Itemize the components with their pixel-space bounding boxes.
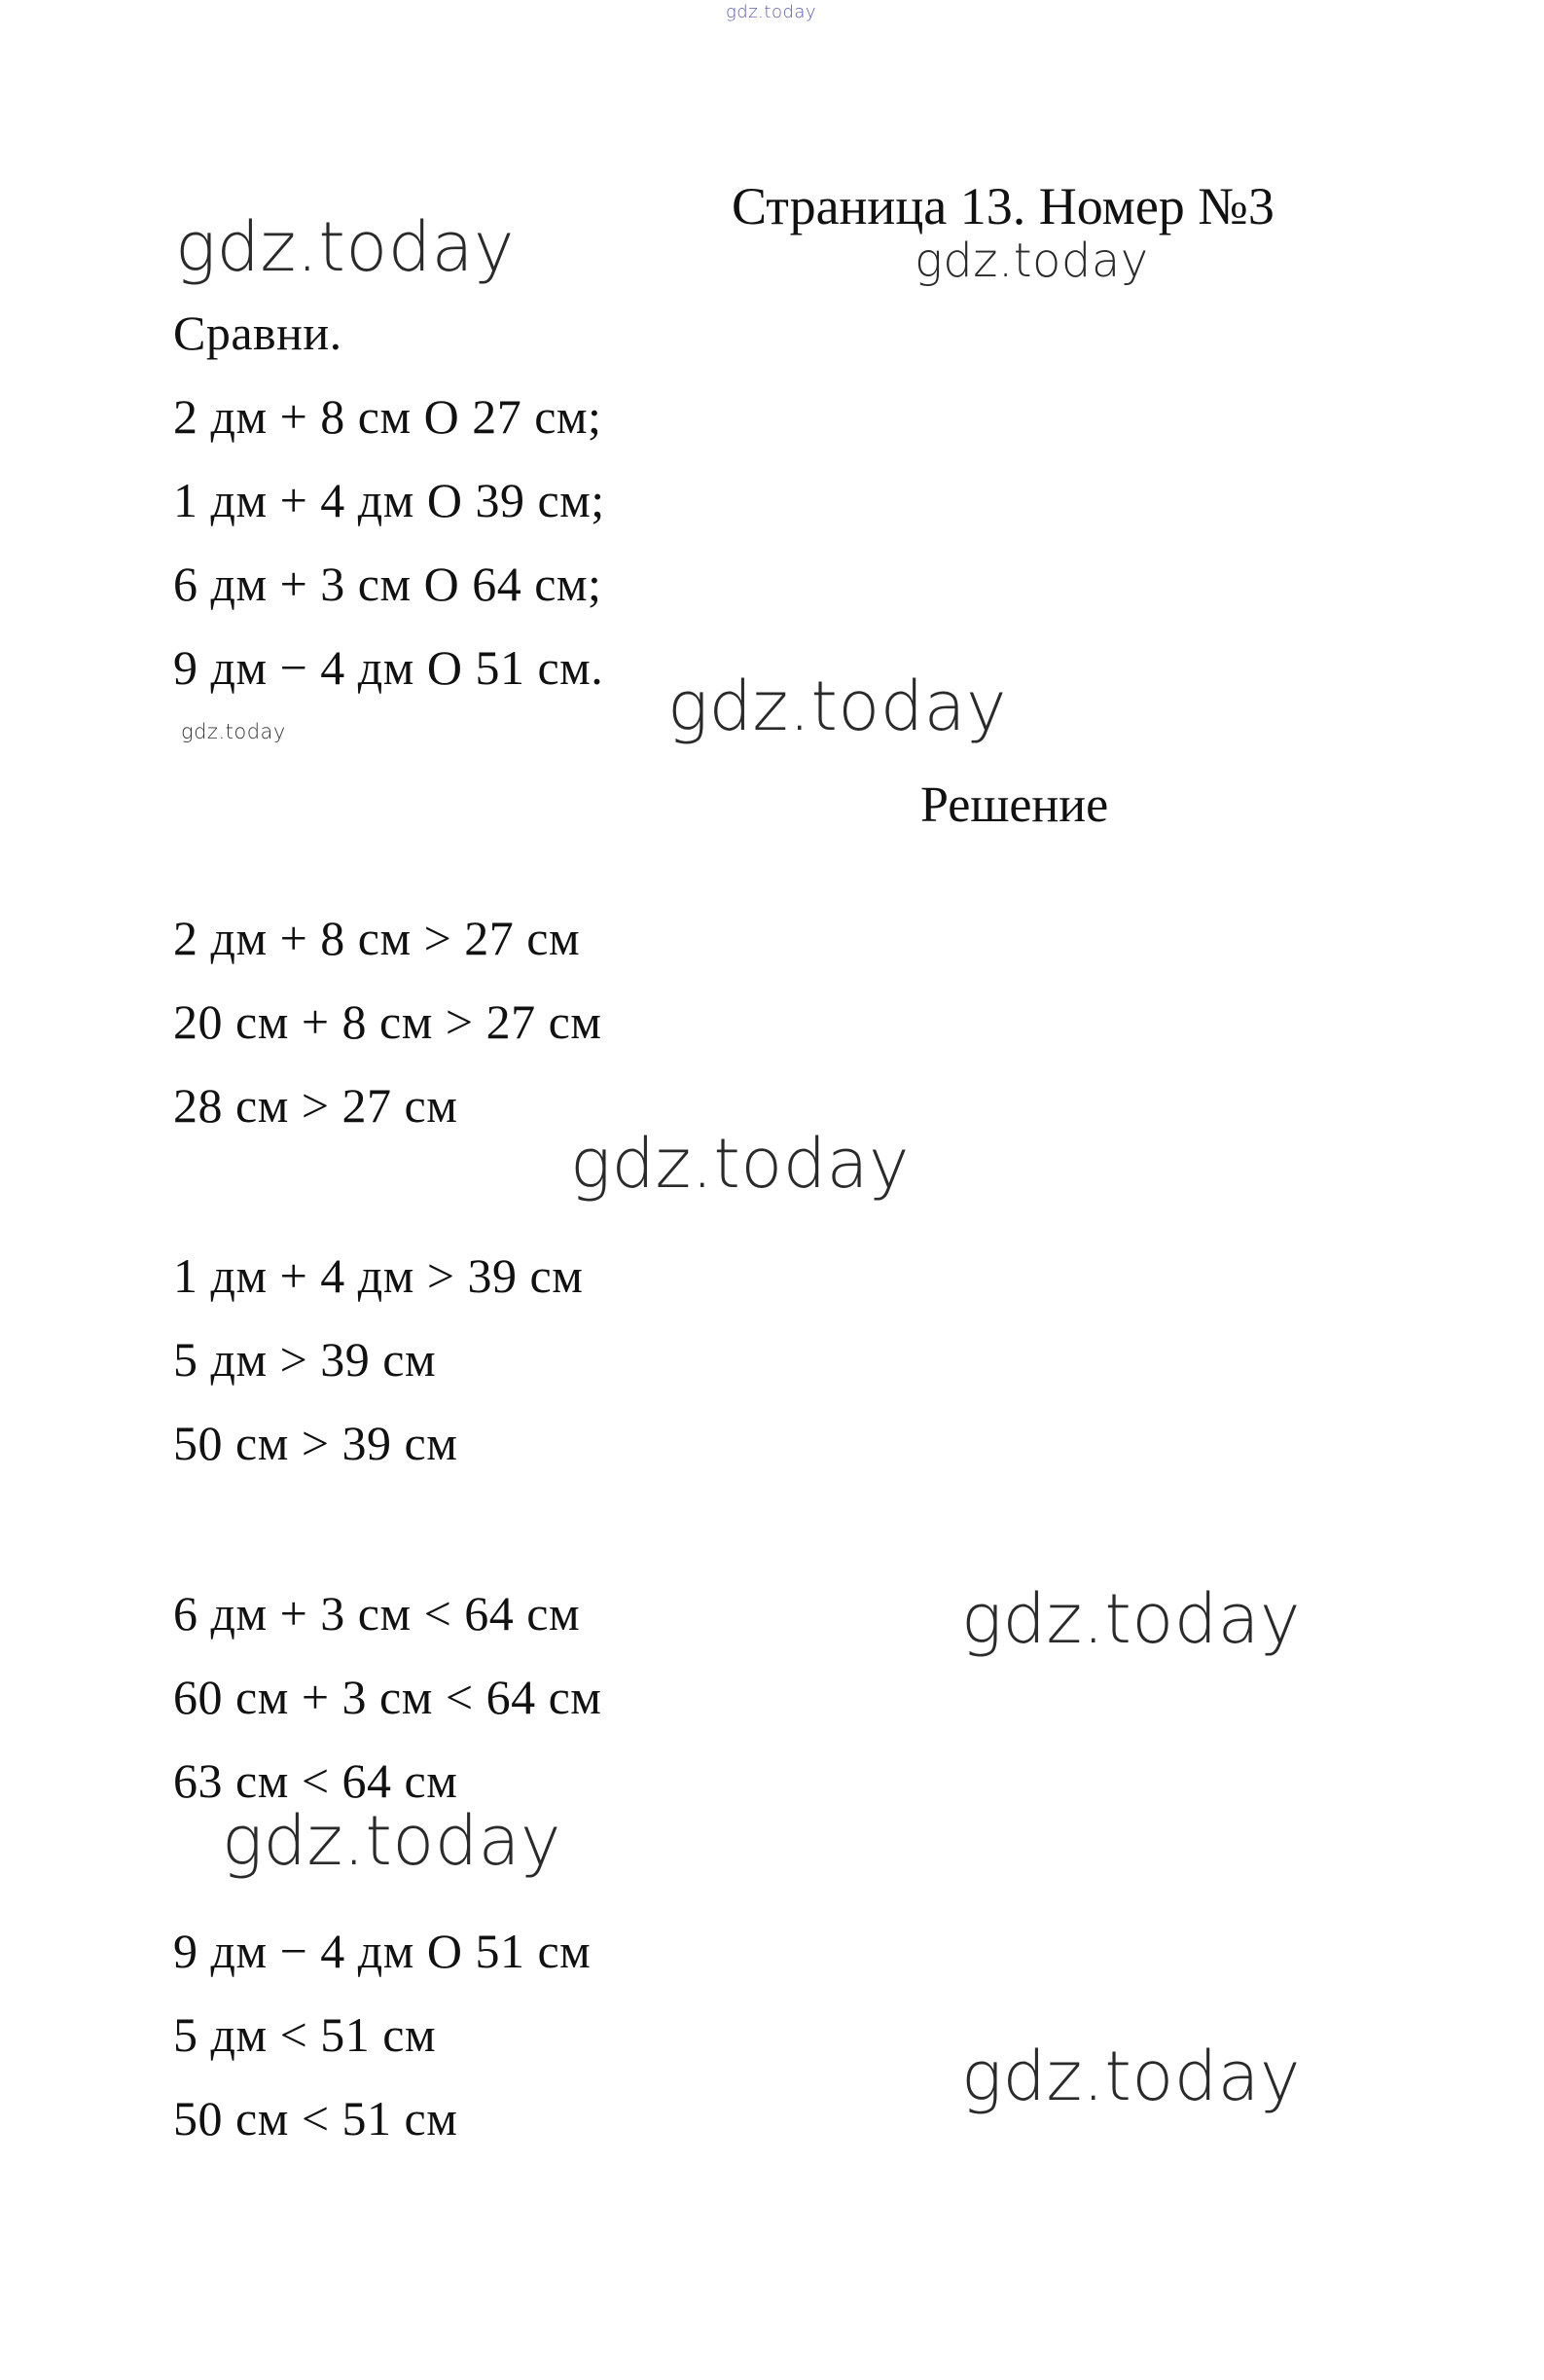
solution-line: 5 дм > 39 см: [173, 1332, 437, 1387]
watermark-top: gdz.today: [726, 2, 817, 22]
solution-line: 50 см > 39 см: [173, 1416, 458, 1470]
solution-line: 5 дм < 51 см: [173, 2007, 437, 2062]
watermark-2: gdz.today: [915, 234, 1149, 288]
watermark-6: gdz.today: [961, 1579, 1301, 1659]
watermark-1: gdz.today: [175, 207, 515, 287]
task-item: 6 дм + 3 см O 64 см;: [173, 557, 602, 611]
watermark-5: gdz.today: [570, 1124, 910, 1204]
solution-line: 50 см < 51 см: [173, 2091, 458, 2146]
watermark-8: gdz.today: [961, 2037, 1301, 2116]
watermark-4: gdz.today: [181, 720, 286, 743]
task-item: 1 дм + 4 дм O 39 см;: [173, 473, 605, 527]
watermark-3: gdz.today: [667, 667, 1007, 746]
task-item: 2 дм + 8 см O 27 см;: [173, 389, 602, 444]
task-prompt: Сравни.: [173, 306, 342, 360]
solution-line: 60 см + 3 см < 64 см: [173, 1670, 602, 1724]
solution-line: 1 дм + 4 дм > 39 см: [173, 1248, 584, 1303]
solution-line: 28 см > 27 см: [173, 1078, 458, 1133]
solution-heading: Решение: [920, 777, 1109, 833]
solution-line: 63 см < 64 см: [173, 1753, 458, 1808]
watermark-7: gdz.today: [222, 1801, 561, 1881]
solution-line: 20 см + 8 см > 27 см: [173, 994, 602, 1049]
task-item: 9 дм − 4 дм O 51 см.: [173, 640, 604, 695]
page-title: Страница 13. Номер №3: [732, 177, 1275, 235]
solution-line: 9 дм − 4 дм O 51 см: [173, 1924, 592, 1978]
solution-line: 6 дм + 3 см < 64 см: [173, 1586, 581, 1641]
solution-line: 2 дм + 8 см > 27 см: [173, 911, 581, 965]
